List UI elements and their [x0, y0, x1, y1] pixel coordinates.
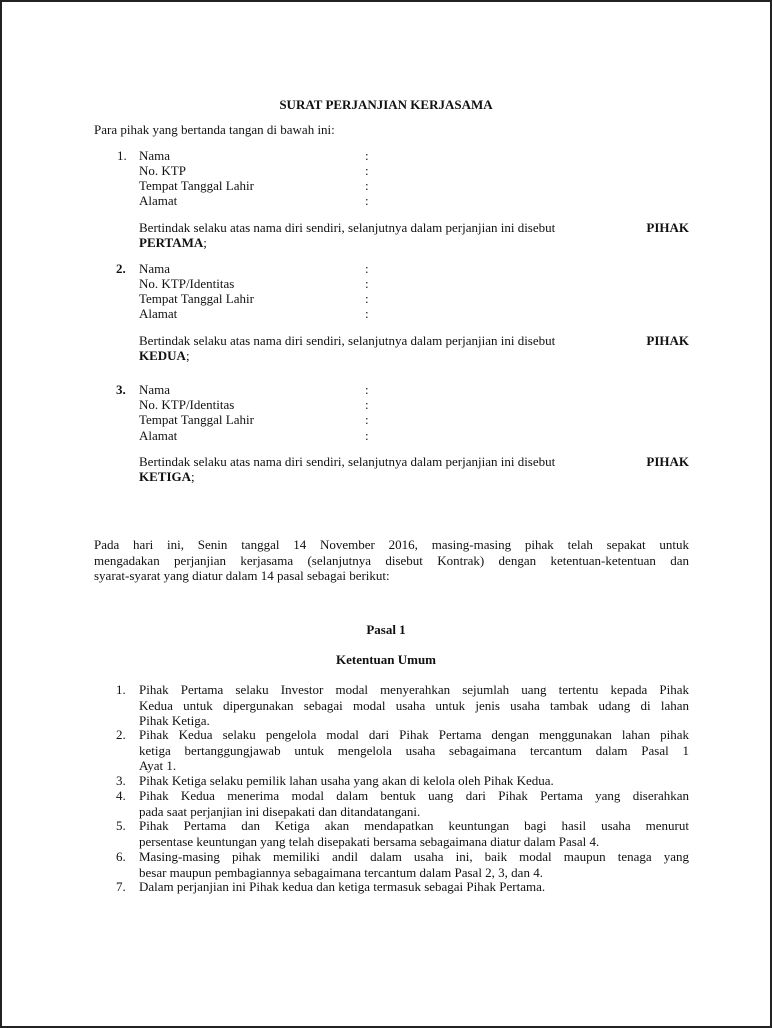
item-text: Pihak Ketiga selaku pemilik lahan usaha yang akan di kelola oleh Pihak Kedua.	[139, 773, 554, 788]
item-number: 3.	[116, 773, 126, 788]
field-colon: :	[365, 412, 369, 427]
paragraph-line: syarat-syarat yang diatur dalam 14 pasal sebagai berikut:	[94, 568, 390, 583]
intro-text: Para pihak yang bertanda tangan di bawah ini:	[94, 122, 335, 137]
field-colon: :	[365, 306, 369, 321]
pasal-subheading: Ketentuan Umum	[335, 652, 437, 667]
item-line: besar maupun pembagiannya sebagaimana tercantum dalam Pasal 2, 3, dan 4.	[139, 864, 543, 880]
statement-text: Bertindak selaku atas nama diri sendiri, selanjutnya dalam perjanjian ini disebut	[139, 333, 556, 348]
statement-end: ;	[191, 469, 195, 484]
statement-role: KETIGA	[139, 469, 192, 484]
field-label: Alamat	[139, 306, 178, 321]
field-label: Nama	[139, 261, 171, 276]
party-role-line	[139, 469, 195, 484]
party-number: 1.	[117, 148, 127, 163]
item-text	[139, 727, 689, 774]
field-label: Nama	[139, 148, 171, 163]
field-label: No. KTP/Identitas	[139, 276, 235, 291]
item-number: 4.	[116, 788, 126, 803]
statement-role: PIHAK	[646, 220, 689, 235]
party-role-line	[139, 348, 190, 363]
statement-role: PIHAK	[646, 454, 689, 469]
item-text	[139, 849, 689, 880]
field-label: Tempat Tanggal Lahir	[139, 178, 254, 193]
field-colon: :	[365, 193, 369, 208]
item-text	[139, 682, 689, 729]
item-line: pada saat perjanjian ini disepakati dan ditandatangani.	[139, 803, 421, 819]
item-number: 1.	[116, 682, 126, 697]
field-label: Tempat Tanggal Lahir	[139, 412, 254, 427]
statement-role: KEDUA	[139, 348, 186, 363]
party-statement	[139, 333, 689, 348]
item-number: 5.	[116, 818, 126, 833]
item-line: persentase keuntungan yang telah disepakati bersama sebagaimana diatur dalam Pasal 4.	[139, 833, 600, 849]
statement-end: ;	[203, 235, 207, 250]
party-role-line	[139, 235, 207, 250]
field-label: Alamat	[139, 193, 178, 208]
field-label: Tempat Tanggal Lahir	[139, 291, 254, 306]
field-colon: :	[365, 291, 369, 306]
field-colon: :	[365, 148, 369, 163]
item-number: 6.	[116, 849, 126, 864]
statement-text: Bertindak selaku atas nama diri sendiri, selanjutnya dalam perjanjian ini disebut	[139, 454, 556, 469]
field-colon: :	[365, 382, 369, 397]
party-number: 2.	[116, 261, 126, 276]
document-title: SURAT PERJANJIAN KERJASAMA	[279, 97, 493, 112]
item-number: 7.	[116, 879, 126, 894]
paragraph-line: Pada hari ini, Senin tanggal 14 November 2016, masing-masing pihak telah sepakat untuk	[94, 537, 689, 552]
party-statement	[139, 220, 689, 235]
field-colon: :	[365, 178, 369, 193]
item-line: Pihak Kedua selaku pengelola modal dari Pihak Pertama dengan menggunakan lahan pihak	[139, 727, 689, 742]
item-line: Masing-masing pihak memiliki andil dalam usaha ini, baik modal maupun tenaga yang	[139, 849, 689, 864]
field-colon: :	[365, 428, 369, 443]
field-colon: :	[365, 261, 369, 276]
field-label: No. KTP	[139, 163, 186, 178]
item-text	[139, 818, 689, 849]
item-line: ketiga bertanggungjawab untuk mengelola usaha sebagaimana tercantum dalam Pasal 1	[139, 742, 689, 758]
field-colon: :	[365, 397, 369, 412]
item-line: Kedua untuk dipergunakan sebagai modal usaha untuk jenis usaha tambak udang di lahan	[139, 697, 689, 713]
item-line: Pihak Kedua menerima modal dalam bentuk uang dari Pihak Pertama yang diserahkan	[139, 788, 689, 803]
item-line: Ayat 1.	[139, 758, 177, 773]
field-colon: :	[365, 276, 369, 291]
party-statement	[139, 454, 689, 469]
statement-end: ;	[185, 348, 190, 363]
opening-paragraph	[94, 537, 689, 584]
party-number: 3.	[116, 382, 126, 397]
item-line: Pihak Ketiga.	[139, 713, 210, 728]
field-label: Nama	[139, 382, 171, 397]
field-label: No. KTP/Identitas	[139, 397, 235, 412]
pasal-heading: Pasal 1	[366, 622, 406, 637]
statement-role: PIHAK	[646, 333, 689, 348]
field-label: Alamat	[139, 428, 178, 443]
statement-text: Bertindak selaku atas nama diri sendiri, selanjutnya dalam perjanjian ini disebut	[139, 220, 556, 235]
paragraph-line: mengadakan perjanjian kerjasama (selanjutnya disebut Kontrak) dengan ketentuan-ketentuan dan	[94, 552, 689, 568]
item-text: Dalam perjanjian ini Pihak kedua dan ketiga termasuk sebagai Pihak Pertama.	[139, 879, 546, 894]
item-line: Pihak Pertama selaku Investor modal menyerahkan sejumlah uang tertentu kepada Pihak	[139, 682, 689, 697]
item-text	[139, 788, 689, 819]
statement-role: PERTAMA	[139, 235, 204, 250]
item-number: 2.	[116, 727, 126, 742]
field-colon: :	[365, 163, 369, 178]
item-line: Pihak Pertama dan Ketiga akan mendapatkan keuntungan bagi hasil usaha menurut	[139, 818, 689, 833]
